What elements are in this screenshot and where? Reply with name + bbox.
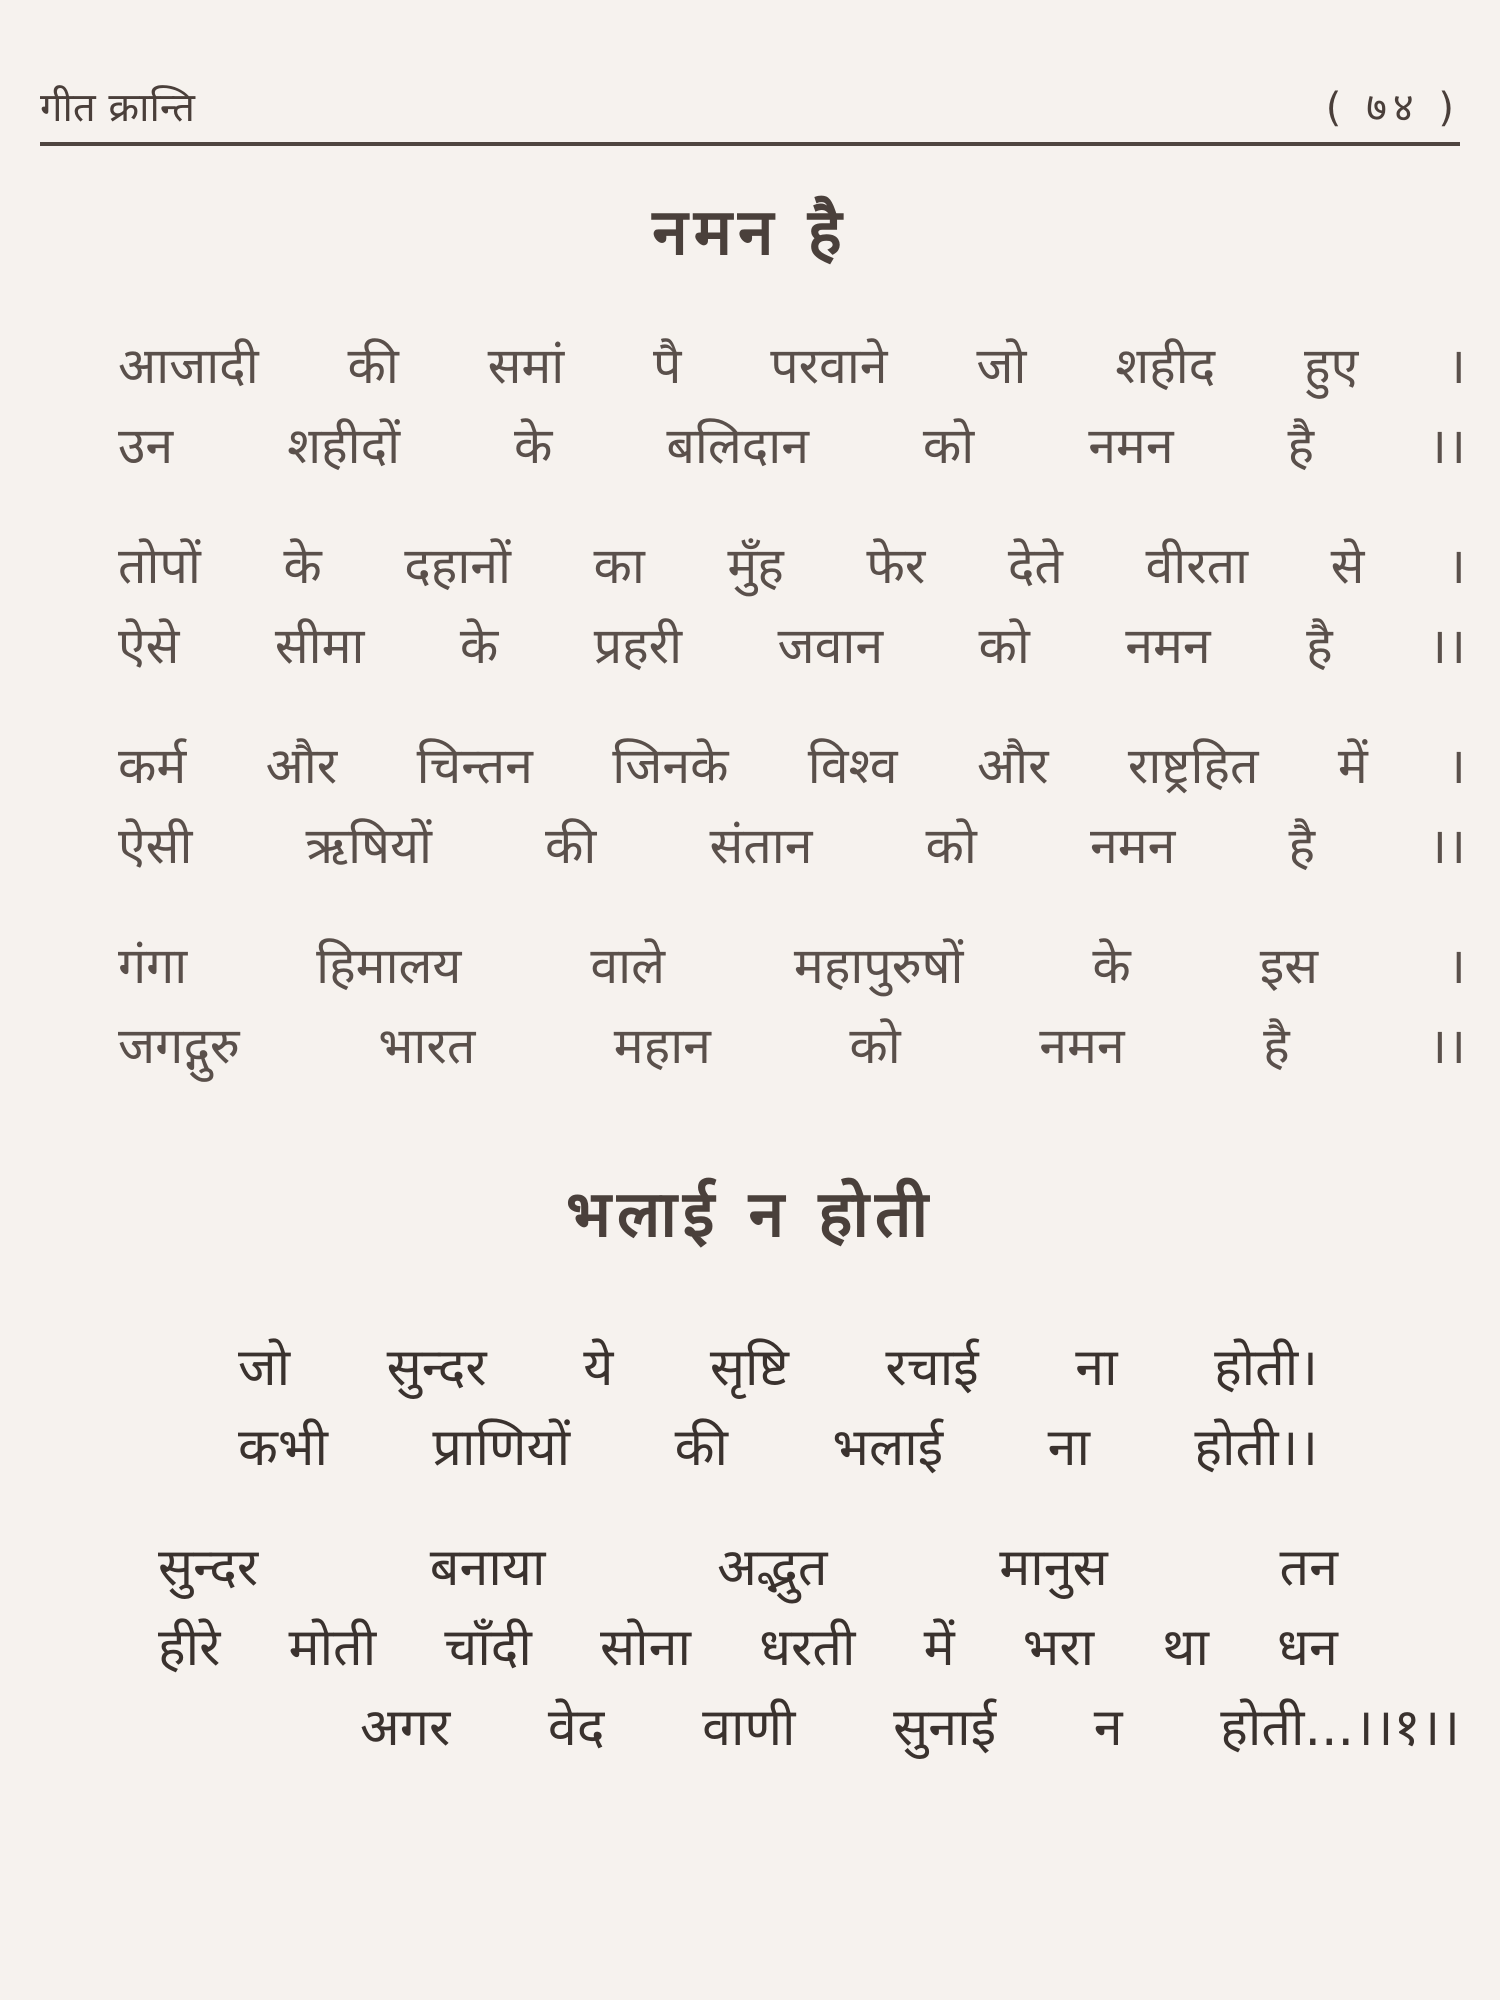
poem-word: में bbox=[923, 1618, 955, 1678]
poem-word: ऐसे bbox=[118, 617, 180, 675]
poem-word: । bbox=[1446, 537, 1466, 595]
poem-word: का bbox=[593, 537, 645, 595]
poem-word: समां bbox=[487, 337, 565, 395]
poem-word: ऐसी bbox=[118, 817, 193, 875]
poem-word: जगद्गुरु bbox=[118, 1017, 240, 1075]
poem-word: ।। bbox=[1428, 617, 1466, 675]
poem-word: ।। bbox=[1428, 417, 1466, 475]
poem-word: है bbox=[1287, 417, 1315, 475]
poem-line bbox=[158, 1610, 1338, 1681]
poem-word: तोपों bbox=[118, 537, 201, 595]
poem-word: राष्ट्रहित bbox=[1127, 737, 1259, 795]
poem-word: चाँदी bbox=[444, 1618, 532, 1678]
poem-word: की bbox=[674, 1418, 728, 1478]
poem-word: ना bbox=[1047, 1418, 1090, 1478]
poem-word: ऋषियों bbox=[305, 817, 432, 875]
poem-word: संतान bbox=[709, 817, 813, 875]
poem-line bbox=[118, 1010, 1466, 1078]
poem-word: है bbox=[1288, 817, 1316, 875]
poem-word: भारत bbox=[378, 1017, 476, 1075]
poem-word: कर्म bbox=[118, 737, 187, 795]
poem-word: ये bbox=[583, 1338, 614, 1398]
poem-word: सुन्दर bbox=[386, 1338, 487, 1398]
poem-word: जिनके bbox=[612, 737, 729, 795]
poem-word: उन bbox=[118, 417, 174, 475]
poem-word: के bbox=[514, 417, 553, 475]
poem-word: से bbox=[1330, 537, 1365, 595]
poem-word: धन bbox=[1277, 1618, 1338, 1678]
poem-word: के bbox=[459, 617, 499, 675]
poem-line bbox=[360, 1690, 1460, 1761]
poem-word: हिमालय bbox=[316, 937, 462, 995]
poem-word: नमन bbox=[1088, 417, 1174, 475]
poem-word: पै bbox=[653, 337, 682, 395]
poem-word: गंगा bbox=[118, 937, 188, 995]
poem-word: वाणी bbox=[702, 1698, 796, 1758]
poem-word: सीमा bbox=[274, 617, 365, 675]
poem-line bbox=[118, 810, 1466, 878]
poem-word: दहानों bbox=[404, 537, 511, 595]
poem-word: फेर bbox=[866, 537, 926, 595]
poem-word: भरा bbox=[1022, 1618, 1095, 1678]
poem-word: । bbox=[1447, 937, 1466, 995]
poem-word: होती...।।१।। bbox=[1220, 1698, 1460, 1758]
poem-line bbox=[118, 530, 1466, 598]
poem-word: ।। bbox=[1428, 817, 1466, 875]
poem-word: ना bbox=[1075, 1338, 1118, 1398]
poem-word: की bbox=[545, 817, 597, 875]
poem-line bbox=[118, 330, 1466, 398]
poem-word: जो bbox=[238, 1338, 291, 1398]
poem-word: वेद bbox=[547, 1698, 605, 1758]
poem-word: परवाने bbox=[770, 337, 888, 395]
poem-word: सोना bbox=[600, 1618, 691, 1678]
poem-word: नमन bbox=[1039, 1017, 1125, 1075]
poem-word: हुए bbox=[1304, 337, 1359, 395]
poem-word: वाले bbox=[590, 937, 665, 995]
poem-word: रचाई bbox=[885, 1338, 979, 1398]
poem-word: आजादी bbox=[118, 337, 259, 395]
poem-word: है bbox=[1263, 1017, 1290, 1075]
poem-word: के bbox=[1092, 937, 1131, 995]
poem-word: न bbox=[1093, 1698, 1123, 1758]
book-title: गीत क्रान्ति bbox=[40, 85, 195, 131]
poem-word: जवान bbox=[777, 617, 884, 675]
poem-word: बलिदान bbox=[666, 417, 809, 475]
poem-line bbox=[158, 1530, 1338, 1601]
poem-word: । bbox=[1447, 737, 1466, 795]
poem-word: होती। bbox=[1214, 1338, 1318, 1398]
poem-word: अगर bbox=[360, 1698, 451, 1758]
poem-word: सृष्टि bbox=[709, 1338, 789, 1398]
poem-word: प्राणियों bbox=[432, 1418, 571, 1478]
poem-word: मानुस bbox=[999, 1538, 1108, 1598]
page-header bbox=[40, 78, 1460, 138]
poem-word: हीरे bbox=[158, 1618, 221, 1678]
poem-word: को bbox=[978, 617, 1030, 675]
poem-word: और bbox=[976, 737, 1049, 795]
poem-word: सुनाई bbox=[893, 1698, 997, 1758]
poem-word: प्रहरी bbox=[593, 617, 683, 675]
poem-word: । bbox=[1447, 337, 1466, 395]
poem-word: चिन्तन bbox=[416, 737, 533, 795]
poem-line bbox=[118, 410, 1466, 478]
poem-word: को bbox=[925, 817, 977, 875]
poem-word: है bbox=[1306, 617, 1333, 675]
poem-word: में bbox=[1337, 737, 1368, 795]
poem-line bbox=[238, 1330, 1318, 1401]
poem-word: के bbox=[283, 537, 322, 595]
poem-word: सुन्दर bbox=[158, 1538, 259, 1598]
poem-word: ।। bbox=[1428, 1017, 1466, 1075]
poem-word: मुँह bbox=[727, 537, 784, 595]
poem-word: होती।। bbox=[1194, 1418, 1318, 1478]
poem-word: था bbox=[1162, 1618, 1209, 1678]
poem-word: की bbox=[347, 337, 399, 395]
poem-line bbox=[118, 930, 1466, 998]
poem-word: भलाई bbox=[832, 1418, 944, 1478]
poem-word: महापुरुषों bbox=[793, 937, 964, 995]
poem-word: धरती bbox=[759, 1618, 856, 1678]
song-title-bhalai-na-hoti: भलाई न होती bbox=[565, 1178, 935, 1252]
poem-word: और bbox=[265, 737, 338, 795]
poem-line bbox=[118, 730, 1466, 798]
poem-word: वीरता bbox=[1145, 537, 1249, 595]
poem-word: नमन bbox=[1089, 817, 1176, 875]
song-title-naman-hai: नमन है bbox=[652, 196, 848, 270]
poem-word: कभी bbox=[238, 1418, 328, 1478]
poem-word: जो bbox=[976, 337, 1027, 395]
poem-word: इस bbox=[1259, 937, 1319, 995]
poem-line bbox=[118, 610, 1466, 678]
poem-word: देते bbox=[1007, 537, 1063, 595]
poem-word: तन bbox=[1279, 1538, 1338, 1598]
poem-word: शहीदों bbox=[287, 417, 401, 475]
poem-word: महान bbox=[613, 1017, 711, 1075]
poem-word: विश्व bbox=[807, 737, 898, 795]
poem-word: अद्भुत bbox=[717, 1538, 828, 1598]
poem-word: को bbox=[849, 1017, 901, 1075]
poem-word: बनाया bbox=[429, 1538, 546, 1598]
poem-word: को bbox=[922, 417, 975, 475]
header-rule bbox=[40, 142, 1460, 146]
page-number: ( ७४ ) bbox=[1325, 85, 1460, 131]
poem-word: नमन bbox=[1125, 617, 1211, 675]
poem-word: मोती bbox=[288, 1618, 377, 1678]
poem-word: शहीद bbox=[1115, 337, 1216, 395]
poem-line bbox=[238, 1410, 1318, 1481]
